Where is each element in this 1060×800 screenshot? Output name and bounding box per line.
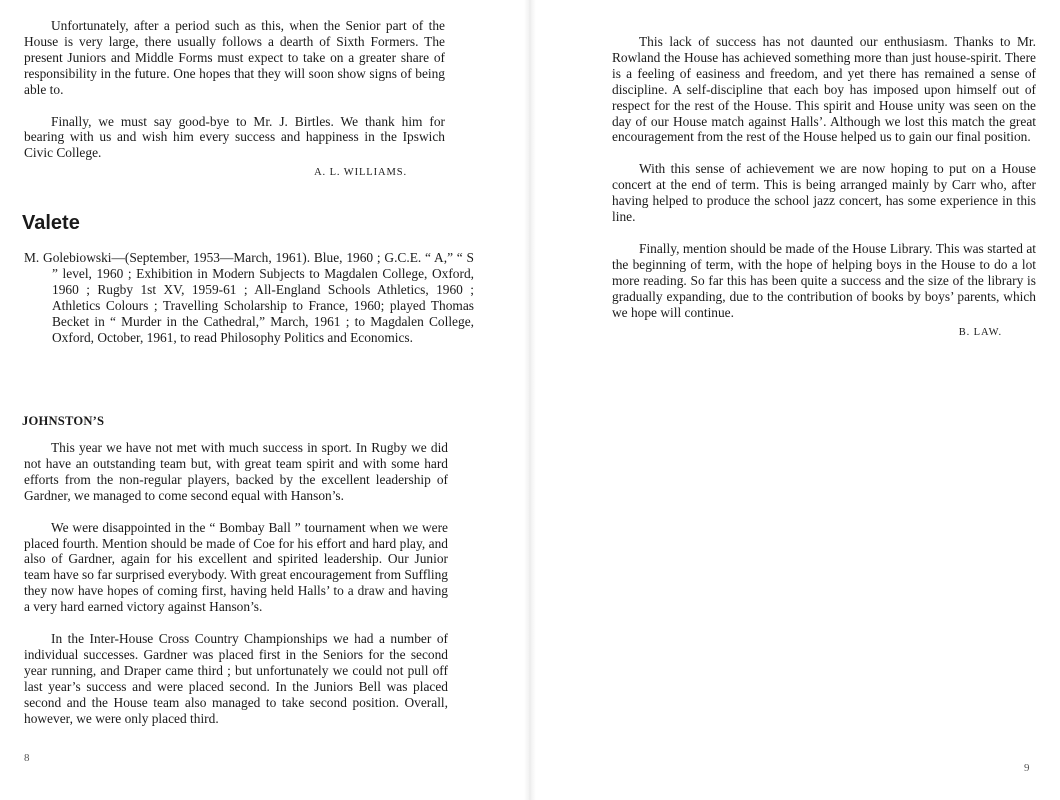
signature-williams: A. L. WILLIAMS. — [314, 167, 407, 179]
johnstons-heading: JOHNSTON’S — [22, 414, 105, 428]
signature-law: B. LAW. — [958, 326, 1002, 338]
law-report — [612, 34, 1036, 340]
page-number-left: 8 — [24, 752, 30, 764]
book-gutter — [524, 0, 536, 800]
paragraph-rugby: This year we have not met with much success in sport. In Rugby we did not have an outstanding team but, with great team spirit and with some hard efforts from the non-regular players, backed by the excellent leadership of Gardner, we managed to come second equal with Hanson’s. — [24, 440, 448, 503]
paragraph-house-concert: With this sense of achievement we are now hoping to put on a House concert at the end of term. This is being arranged mainly by Carr who, after having helped to produce the school jazz concert, has some experience in this line. — [612, 161, 1036, 225]
paragraph-farewell-birtles: Finally, we must say good-bye to Mr. J. Birtles. We thank him for bearing with us and wish him every success and happiness in the Ipswich Civic College. — [24, 113, 445, 161]
williams-report — [24, 18, 445, 181]
johnstons-report — [24, 440, 448, 727]
paragraph-bombay-ball: We were disappointed in the “ Bombay Ball ” tournament when we were placed fourth. Mention should be made of Coe for his effort and hard play, and also of Gardner, again for his excellent and spirited leadership. Our Junior team have so far surprised everybody. With great encouragement from Suffling they now have hopes of coming first, having held Halls’ to a draw and having a very hard earned victory against Hanson’s. — [24, 519, 448, 615]
right-page — [540, 0, 1060, 800]
left-page — [0, 0, 520, 800]
paragraph-house-spirit: This lack of success has not daunted our enthusiasm. Thanks to Mr. Rowland the House has achieved something more than just house-spirit. There is a feeling of easiness and freedom, and yet there has remained a sense of discipline. A self-discipline that each boy has imposed upon himself out of respect for the rest of the House. This spirit and House unity was seen on the day of our House match against Halls’. Although we lost this match the great encouragement from the rest of the House helped us to gain our final position. — [612, 34, 1036, 145]
valete-heading: Valete — [22, 212, 80, 234]
paragraph-cross-country: In the Inter-House Cross Country Championships we had a number of individual successes. Gardner was placed first in the Seniors for the second year running, and Draper came third ; but unfortunately we could not pull off last year’s success and were placed second. In the Juniors Bell was placed second and the House team also managed to take second position. Overall, however, we were only placed third. — [24, 631, 448, 726]
paragraph-dearth-of-sixth-formers: Unfortunately, after a period such as this, when the Senior part of the House is very large, there usually follows a dearth of Sixth Formers. The present Juniors and Middle Forms must expect to take on a greater share of responsibility in the future. One hopes that they will soon show signs of being able to. — [24, 18, 445, 97]
paragraph-house-library: Finally, mention should be made of the House Library. This was started at the beginning of term, with the hope of helping boys in the House to do a lot more reading. So far this has been quite a success and the size of the library is gradually expanding, due to the contribution of books by boys’ parents, which we hope will continue. — [612, 240, 1036, 320]
page-number-right: 9 — [1024, 762, 1030, 774]
valete-entry-golebiowski: M. Golebiowski—(September, 1953—March, 1961). Blue, 1960 ; G.C.E. “ A,” “ S ” level, 1960 ; Exhibition in Modern Subjects to Magdalen College, Oxford, 1960 ; Rugby 1st XV, 1959-61 ; All-England Schools Athletics, 1960 ; Athletics Colours ; Travelling Scholarship to France, 1960; played Thomas Becket in “ Murder in the Cathedral,” March, 1961 ; to Magdalen College, Oxford, October, 1961, to read Philosophy Politics and Economics. — [24, 250, 474, 345]
